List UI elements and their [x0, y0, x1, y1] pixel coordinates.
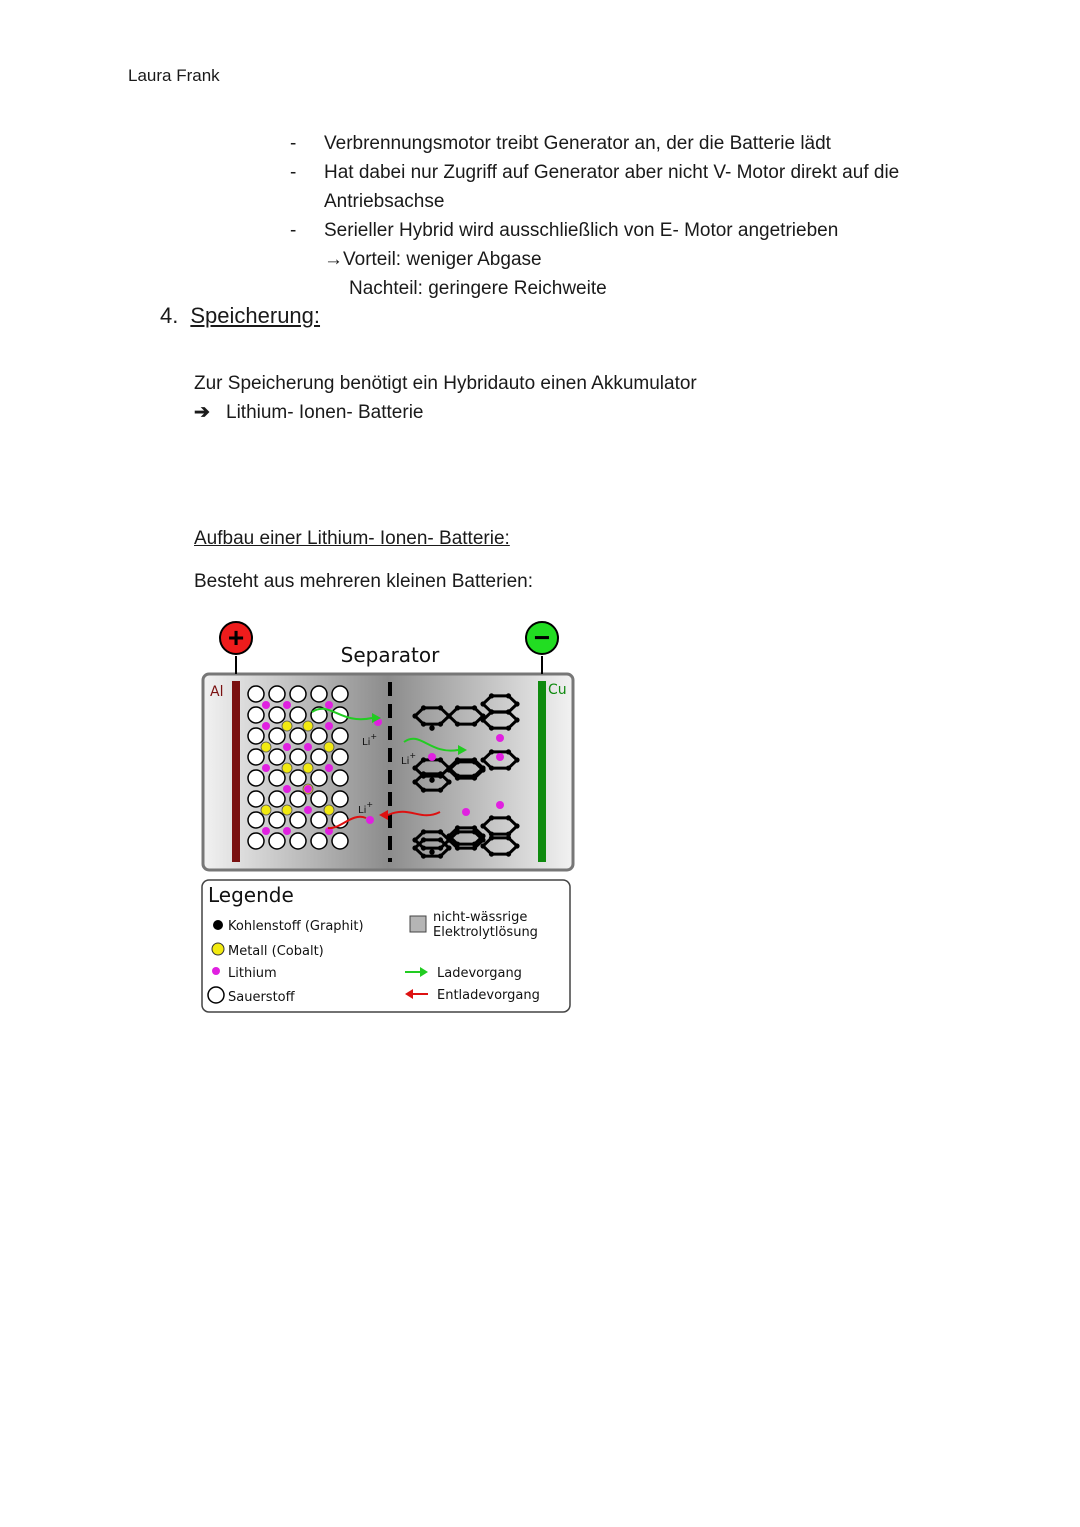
carbon-atom: [412, 845, 417, 850]
lithium-dot-icon: [212, 967, 220, 975]
bullet-dash: -: [290, 133, 297, 154]
carbon-atom: [455, 841, 460, 846]
oxygen-atom: [311, 791, 327, 807]
carbon-atom: [506, 815, 511, 820]
cobalt-atom: [324, 805, 334, 815]
carbon-atom: [421, 757, 426, 762]
carbon-atom: [514, 843, 519, 848]
lithium-atom: [283, 785, 291, 793]
carbon-atom: [438, 837, 443, 842]
minus-symbol: −: [533, 622, 551, 653]
ion-label: Li+: [362, 732, 378, 748]
oxygen-atom: [332, 770, 348, 786]
carbon-atom: [438, 705, 443, 710]
carbon-atom: [412, 713, 417, 718]
carbon-atom: [489, 835, 494, 840]
carbon-atom: [480, 843, 485, 848]
subheading: Aufbau einer Lithium- Ionen- Batterie:: [194, 528, 510, 549]
oxygen-atom: [332, 686, 348, 702]
ion-label: Li+: [401, 751, 417, 767]
lithium-atom: [304, 785, 312, 793]
carbon-atom: [446, 833, 451, 838]
carbon-atom: [421, 837, 426, 842]
lithium-ion: [496, 801, 504, 809]
legend-discharge: Entladevorgang: [437, 988, 540, 1003]
cobalt-atom: [282, 763, 292, 773]
oxygen-atom: [269, 707, 285, 723]
oxygen-atom: [248, 770, 264, 786]
lithium-atom: [304, 806, 312, 814]
carbon-atom: [489, 709, 494, 714]
legend-electrolyte-2: Elektrolytlösung: [433, 925, 538, 940]
lithium-ion: [428, 753, 436, 761]
carbon-atom: [514, 701, 519, 706]
carbon-atom: [472, 825, 477, 830]
oxygen-atom: [248, 728, 264, 744]
carbon-atom: [438, 845, 443, 850]
carbon-atom: [412, 779, 417, 784]
carbon-atom: [506, 693, 511, 698]
carbon-atom: [421, 787, 426, 792]
intro-result: Lithium- Ionen- Batterie: [226, 402, 424, 423]
cobalt-atom: [324, 742, 334, 752]
carbon-atom: [438, 853, 443, 858]
bullet-dash: -: [290, 220, 297, 241]
lithium-atom: [283, 743, 291, 751]
carbon-atom: [421, 853, 426, 858]
lithium-atom: [262, 701, 270, 709]
author-name: Laura Frank: [128, 66, 220, 85]
section-title: Speicherung:: [190, 303, 321, 328]
intro-arrow-line: [194, 398, 697, 427]
legend-title: Legende: [208, 883, 294, 907]
oxygen-atom: [269, 791, 285, 807]
oxygen-atom: [332, 833, 348, 849]
lithium-ion: [496, 753, 504, 761]
cobalt-dot-icon: [212, 943, 224, 955]
carbon-atom: [438, 721, 443, 726]
carbon-atom: [480, 717, 485, 722]
subheading-text: Besteht aus mehreren kleinen Batterien:: [194, 571, 534, 592]
oxygen-atom: [290, 749, 306, 765]
oxygen-atom: [290, 686, 306, 702]
carbon-atom: [489, 749, 494, 754]
oxygen-atom: [332, 728, 348, 744]
cobalt-atom: [303, 763, 313, 773]
oxygen-atom: [269, 770, 285, 786]
carbon-atom: [480, 767, 485, 772]
battery-diagram: [198, 618, 578, 1018]
plus-symbol: +: [227, 622, 245, 653]
oxygen-atom: [332, 791, 348, 807]
oxygen-atom: [311, 770, 327, 786]
lithium-atom: [262, 827, 270, 835]
list-item: [290, 216, 990, 245]
right-arrow-icon: ➔: [194, 402, 210, 423]
lithium-ion: [496, 734, 504, 742]
carbon-atom: [421, 705, 426, 710]
lithium-atom: [283, 701, 291, 709]
carbon-atom: [446, 713, 451, 718]
bullet-text: Hat dabei nur Zugriff auf Generator aber nicht V- Motor direkt auf die Antriebsachse: [324, 162, 900, 212]
lithium-atom: [262, 722, 270, 730]
lithium-ion: [366, 816, 374, 824]
carbon-atom: [438, 757, 443, 762]
oxygen-atom: [269, 686, 285, 702]
legend-cobalt: Metall (Cobalt): [228, 944, 324, 959]
lithium-atom: [283, 827, 291, 835]
carbon-atom: [506, 835, 511, 840]
oxygen-atom: [248, 707, 264, 723]
carbon-atom: [480, 757, 485, 762]
oxygen-atom: [332, 749, 348, 765]
advantage-line: →Vorteil: weniger Abgase: [324, 249, 542, 270]
carbon-atom: [514, 823, 519, 828]
carbon-atom: [438, 771, 443, 776]
anode-bar: [232, 681, 240, 862]
legend-lithium: Lithium: [228, 966, 277, 981]
carbon-atom: [506, 725, 511, 730]
oxygen-atom: [248, 686, 264, 702]
oxygen-atom: [248, 749, 264, 765]
cobalt-atom: [282, 721, 292, 731]
carbon-atom: [455, 759, 460, 764]
carbon-atom: [446, 845, 451, 850]
oxygen-atom: [290, 812, 306, 828]
oxygen-atom: [311, 686, 327, 702]
disadvantage-line: Nachteil: geringere Reichweite: [349, 278, 607, 299]
carbon-dot-icon: [213, 920, 223, 930]
carbon-atom: [472, 841, 477, 846]
lithium-atom: [325, 722, 333, 730]
carbon-atom: [480, 701, 485, 706]
oxygen-atom: [311, 728, 327, 744]
carbon-atom: [455, 775, 460, 780]
carbon-atom: [506, 709, 511, 714]
lithium-atom: [325, 764, 333, 772]
legend-electrolyte-1: nicht-wässrige: [433, 910, 528, 925]
bullet-text: Serieller Hybrid wird ausschließlich von E- Motor angetrieben: [324, 220, 839, 241]
legend-oxygen: Sauerstoff: [228, 990, 295, 1005]
section-heading: [160, 303, 320, 329]
ion-label: Li+: [358, 800, 374, 816]
cathode-label: Cu: [548, 682, 567, 698]
carbon-atom: [489, 765, 494, 770]
oxygen-atom: [248, 812, 264, 828]
cobalt-atom: [282, 805, 292, 815]
carbon-atom: [429, 849, 434, 854]
oxygen-atom: [290, 707, 306, 723]
carbon-atom: [472, 721, 477, 726]
carbon-atom: [506, 765, 511, 770]
carbon-atom: [438, 829, 443, 834]
oxygen-atom: [290, 791, 306, 807]
intro-line: Zur Speicherung benötigt ein Hybridauto einen Akkumulator: [194, 373, 697, 394]
oxygen-atom: [269, 728, 285, 744]
carbon-atom: [429, 777, 434, 782]
oxygen-atom: [311, 833, 327, 849]
carbon-atom: [412, 765, 417, 770]
oxygen-atom: [269, 749, 285, 765]
legend-charge: Ladevorgang: [437, 966, 522, 981]
carbon-atom: [412, 837, 417, 842]
carbon-atom: [489, 725, 494, 730]
carbon-atom: [421, 845, 426, 850]
list-item: [290, 158, 990, 216]
lithium-atom: [304, 743, 312, 751]
oxygen-atom: [311, 812, 327, 828]
cobalt-atom: [303, 721, 313, 731]
cobalt-atom: [261, 805, 271, 815]
carbon-atom: [472, 759, 477, 764]
carbon-atom: [429, 725, 434, 730]
electrolyte-swatch-icon: [410, 916, 426, 932]
carbon-atom: [480, 823, 485, 828]
carbon-atom: [438, 787, 443, 792]
bullet-text: Verbrennungsmotor treibt Generator an, der die Batterie lädt: [324, 133, 831, 154]
carbon-atom: [506, 749, 511, 754]
section-number: 4.: [160, 303, 179, 328]
carbon-atom: [489, 693, 494, 698]
carbon-atom: [421, 721, 426, 726]
lithium-ion: [462, 808, 470, 816]
carbon-atom: [472, 775, 477, 780]
carbon-atom: [421, 829, 426, 834]
oxygen-atom: [269, 833, 285, 849]
legend-carbon: Kohlenstoff (Graphit): [228, 919, 364, 934]
oxygen-atom: [248, 791, 264, 807]
oxygen-circle-icon: [208, 987, 224, 1003]
carbon-atom: [489, 815, 494, 820]
cobalt-atom: [261, 742, 271, 752]
carbon-atom: [514, 717, 519, 722]
carbon-atom: [446, 767, 451, 772]
separator-label: Separator: [340, 643, 440, 667]
oxygen-atom: [248, 833, 264, 849]
carbon-atom: [480, 833, 485, 838]
carbon-atom: [455, 825, 460, 830]
carbon-atom: [506, 851, 511, 856]
bullet-list: [290, 129, 990, 303]
list-item: [290, 129, 990, 158]
carbon-atom: [472, 705, 477, 710]
carbon-atom: [455, 721, 460, 726]
oxygen-atom: [269, 812, 285, 828]
oxygen-atom: [290, 833, 306, 849]
intro-paragraph: [194, 369, 697, 427]
lithium-atom: [262, 764, 270, 772]
carbon-atom: [455, 705, 460, 710]
anode-label: Al: [210, 684, 224, 700]
lithium-atom: [325, 701, 333, 709]
cathode-bar: [538, 681, 546, 862]
oxygen-atom: [290, 728, 306, 744]
bullet-dash: -: [290, 162, 297, 183]
oxygen-atom: [290, 770, 306, 786]
carbon-atom: [514, 757, 519, 762]
carbon-atom: [446, 779, 451, 784]
carbon-atom: [489, 851, 494, 856]
carbon-atom: [421, 771, 426, 776]
oxygen-atom: [311, 749, 327, 765]
